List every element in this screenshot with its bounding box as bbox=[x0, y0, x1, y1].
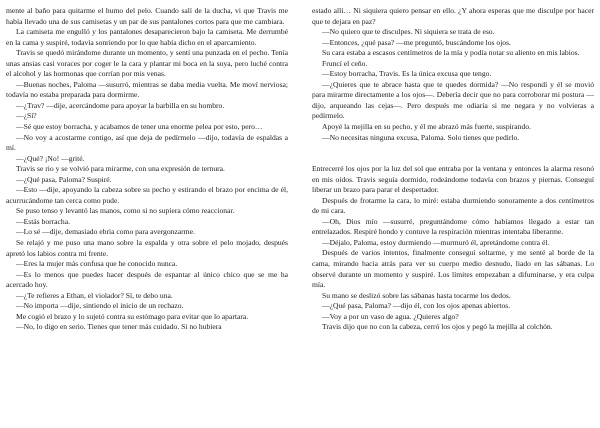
paragraph: —Entonces, ¿qué pasa? —me preguntó, buscándome los ojos. bbox=[322, 37, 511, 47]
paragraph: Su cara estaba a escasos centímetros de la mía y podía notar su aliento en mis labios. bbox=[322, 48, 580, 58]
paragraph: Su mano se deslizó sobre las sábanas hasta tocarme los dedos. bbox=[322, 290, 511, 300]
paragraph: Después de frotarme la cara, lo miré: estaba durmiendo sonoramente a dos centímetros de mi cara. bbox=[312, 195, 594, 216]
paragraph: —¿Qué? ¡No! —grité. bbox=[16, 153, 85, 163]
paragraph: estado allí… Ni siquiera quiero pensar en ello. ¿Y ahora esperas que me disculpe por hacer que te dejara en paz? bbox=[312, 6, 594, 26]
paragraph: —No quiero que te disculpes. Ni siquiera se trata de eso. bbox=[322, 27, 495, 37]
paragraph: Entrecerré los ojos por la luz del sol que entraba por la ventana y entonces la alarma resonó en mis oídos. Travis seguía dormido, rodeándome todavía con brazos y piernas. Conseguí liberar un brazo para parar el despertador. bbox=[312, 164, 594, 195]
paragraph: —Déjalo, Paloma, estoy durmiendo —murmuró él, apretándome contra él. bbox=[322, 237, 550, 247]
paragraph: —Lo sé —dije, demasiado ebria como para avergonzarme. bbox=[16, 227, 195, 237]
paragraph: —¿Qué pasa, Paloma? Suspiré. bbox=[16, 174, 112, 184]
paragraph: —No, lo digo en serio. Tienes que tener más cuidado. Si no hubiera bbox=[16, 322, 222, 332]
paragraph: —Estás borracha. bbox=[16, 216, 70, 226]
paragraph: Se relajó y me puso una mano sobre la espalda y otra sobre el pelo mojado, después apretó los labios contra mi frente. bbox=[6, 238, 288, 258]
paragraph: —¿Trav? —dije, acercándome para apoyar la barbilla en su hombro. bbox=[16, 100, 225, 110]
paragraph: —Buenas noches, Paloma —susurró, mientras se daba media vuelta. Me moví nerviosa; todavía no estaba preparada para dormirme. bbox=[6, 79, 288, 100]
paragraph: La camiseta me engulló y los pantalones desaparecieron bajo la camiseta. Me derrumbé en la cama y suspiré, todavía sonriendo por lo que había dicho en el aparcamiento. bbox=[6, 27, 288, 47]
paragraph: Travis se rio y se volvió para mirarme, con una expresión de ternura. bbox=[16, 164, 225, 174]
section-break bbox=[312, 143, 594, 164]
paragraph: Se puso tenso y levantó las manos, como si no supiera cómo reaccionar. bbox=[16, 206, 235, 216]
paragraph: —¿Qué pasa, Paloma? —dijo él, con los ojos apenas abiertos. bbox=[322, 301, 511, 311]
paragraph: Después de varios intentos, finalmente conseguí soltarme, y me senté al borde de la cama, mirando hacia atrás para ver su cuerpo medio desnudo, liado en las sábanas. Lo observé durante un momento y suspiré. Los límites empezaban a difuminarse, y era culpa mía. bbox=[312, 248, 594, 290]
left-page bbox=[6, 6, 288, 422]
paragraph: —Esto —dije, apoyando la cabeza sobre su pecho y estirando el brazo por encima de él, acurrucándome tan cerca como pude. bbox=[6, 185, 288, 205]
paragraph: —No voy a acostarme contigo, así que deja de pedírmelo —dijo, todavía de espaldas a mí. bbox=[6, 132, 288, 153]
paragraph: —Eres la mujer más confusa que he conocido nunca. bbox=[16, 259, 178, 269]
paragraph: —Sé que estoy borracha, y acabamos de tener una enorme pelea por esto, pero… bbox=[16, 122, 263, 132]
paragraph: —Es lo menos que puedes hacer después de espantar al único chico que se me ha acercado hoy. bbox=[6, 269, 288, 290]
right-page bbox=[312, 6, 594, 422]
paragraph: —¿Sí? bbox=[16, 111, 37, 121]
paragraph: Travis dijo que no con la cabeza, cerró los ojos y pegó la mejilla al colchón. bbox=[322, 322, 553, 332]
paragraph: —¿Te refieres a Ethan, el violador? Sí, te debo una. bbox=[16, 290, 173, 300]
paragraph: —Oh, Dios mío —susurré, preguntándome cómo habíamos llegado a estar tan entrelazados. Respiré hondo y contuve la respiración mientras intentaba liberarme. bbox=[312, 216, 594, 237]
paragraph: Fruncí el ceño. bbox=[322, 58, 368, 68]
paragraph: Apoyé la mejilla en su pecho, y él me abrazó más fuerte, suspirando. bbox=[322, 122, 531, 132]
paragraph: —Voy a por un vaso de agua. ¿Quieres algo? bbox=[322, 311, 459, 321]
paragraph: mente al baño para quitarme el humo del pelo. Cuando salí de la ducha, vi que Travis me había llevado una de sus camisetas y un par de sus pantalones cortos para que me cambiara. bbox=[6, 6, 288, 26]
paragraph: Travis se quedó mirándome durante un momento, y sentí una punzada en el pecho. Tenía unas ansias casi voraces por coger le la cara y plantar mi boca en la suya, pero luché contra el alcohol y las hormonas que corrían por mis venas. bbox=[6, 48, 288, 79]
paragraph: —¿Quieres que te abrace hasta que te quedes dormida? —No respondí y él se movió para mirarme directamente a los ojos—. Debería decir que no para corroborar mi postura —dijo, arqueando las cejas—. Pero después me odiaría si me negara y no volvieras a pedírmelo. bbox=[312, 79, 594, 121]
paragraph: Me cogió el brazo y lo sujetó contra su estómago para evitar que lo apartara. bbox=[16, 311, 249, 321]
paragraph: —Estoy borracha, Travis. Es la única excusa que tengo. bbox=[322, 69, 492, 79]
paragraph: —No necesitas ninguna excusa, Paloma. Solo tienes que pedirlo. bbox=[322, 132, 520, 142]
paragraph: —No importa —dije, sintiendo el inicio de un rechazo. bbox=[16, 301, 184, 311]
